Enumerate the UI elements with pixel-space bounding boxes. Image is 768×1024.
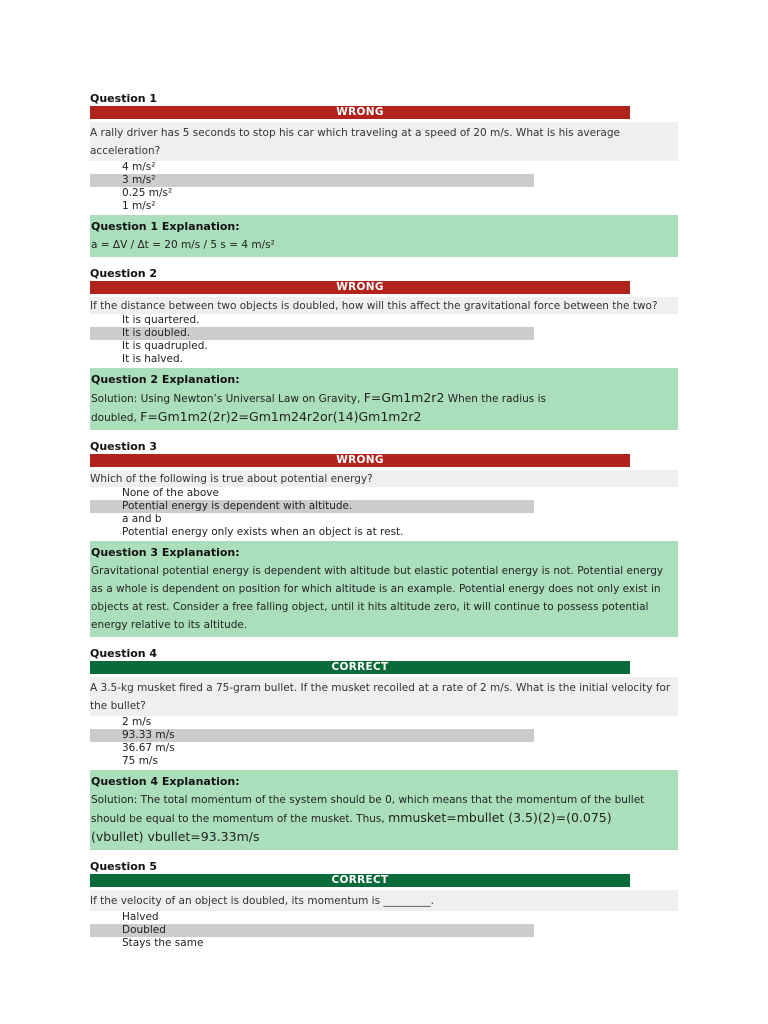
answer-option-selected[interactable]: Potential energy is dependent with altitude. [90,500,534,513]
answer-option[interactable]: 0.25 m/s² [122,187,173,199]
answer-option[interactable]: It is halved. [122,353,183,365]
answer-option-selected[interactable]: 93.33 m/s [90,729,534,742]
answer-option[interactable]: It is quadrupled. [122,340,208,352]
answer-list [90,314,678,366]
explanation-title: Question 1 Explanation: [91,220,240,233]
question-text: A rally driver has 5 seconds to stop his car which traveling at a speed of 20 m/s. What is his average acceleration? [90,122,678,161]
answer-option[interactable]: 2 m/s [122,716,152,728]
question-title: Question 3 [90,440,158,453]
answer-option[interactable]: 1 m/s² [122,200,156,212]
explanation-box [90,541,678,637]
question-text: Which of the following is true about potential energy? [90,470,678,487]
status-bar: WRONG [90,106,630,119]
formula: F=Gm1m2r2 [363,390,445,405]
status-bar: CORRECT [90,874,630,887]
question-block [90,860,678,950]
explanation-text [91,389,678,408]
answer-list [90,716,678,768]
explanation-text [91,408,678,427]
explanation-box [90,770,678,850]
explanation-line: Solution: Using Newton’s Universal Law on Gravity, [91,393,361,405]
status-bar: CORRECT [90,661,630,674]
explanation-line: doubled, [91,412,137,424]
question-title: Question 2 [90,267,158,280]
answer-option[interactable]: Potential energy only exists when an object is at rest. [122,526,404,538]
answer-option[interactable]: 75 m/s [122,755,158,767]
quiz-results [90,92,678,960]
answer-option-selected[interactable]: Doubled [90,924,534,937]
formula: F=Gm1m2(2r)2=Gm1m24r2or(14)Gm1m2r2 [140,409,422,424]
explanation-line: When the radius is [447,393,546,405]
explanation-text [91,828,678,847]
explanation-line: Solution: The total momentum of the system should be 0, which means that the momentum of the bullet should be equal to the momentum of the musket. Thus, [91,794,645,825]
explanation-text: Gravitational potential energy is dependent with altitude but elastic potential energy is not. Potential energy as a whole is dependent on position for which altitude is an example. Potential energy does not only exist in objects at rest. Consider a free falling object, until it hits altitude zero, it will continue to possess potential energy relative to its altitude. [91,565,664,631]
answer-option-selected[interactable]: It is doubled. [90,327,534,340]
explanation-title: Question 4 Explanation: [91,775,240,788]
formula: mmusket=mbullet (3.5)(2)=(0.075) [388,810,612,825]
answer-option[interactable]: 36.67 m/s [122,742,175,754]
explanation-title: Question 2 Explanation: [91,373,240,386]
question-text: A 3.5-kg musket fired a 75-gram bullet. If the musket recoiled at a rate of 2 m/s. What is the initial velocity for the bullet? [90,677,678,716]
status-bar: WRONG [90,281,630,294]
question-title: Question 5 [90,860,158,873]
answer-list [90,487,678,539]
explanation-box [90,215,678,257]
answer-list [90,911,678,950]
answer-list [90,161,678,213]
answer-option[interactable]: a and b [122,513,162,525]
explanation-box [90,368,678,430]
question-text: If the distance between two objects is doubled, how will this affect the gravitational force between the two? [90,297,678,314]
explanation-text [91,791,678,828]
answer-option[interactable]: Stays the same [122,937,204,949]
question-block [90,92,678,257]
question-title: Question 4 [90,647,158,660]
formula: (vbullet) vbullet=93.33m/s [91,829,260,844]
answer-option[interactable]: 4 m/s² [122,161,156,173]
question-block [90,440,678,637]
explanation-title: Question 3 Explanation: [91,546,240,559]
question-title: Question 1 [90,92,158,105]
answer-option[interactable]: Halved [122,911,159,923]
question-block [90,647,678,850]
question-block [90,267,678,430]
explanation-text: a = ΔV / Δt = 20 m/s / 5 s = 4 m/s² [91,239,275,251]
question-text: If the velocity of an object is doubled, its momentum is _________. [90,890,678,911]
answer-option-selected[interactable]: 3 m/s² [90,174,534,187]
answer-option[interactable]: None of the above [122,487,219,499]
answer-option[interactable]: It is quartered. [122,314,200,326]
status-bar: WRONG [90,454,630,467]
